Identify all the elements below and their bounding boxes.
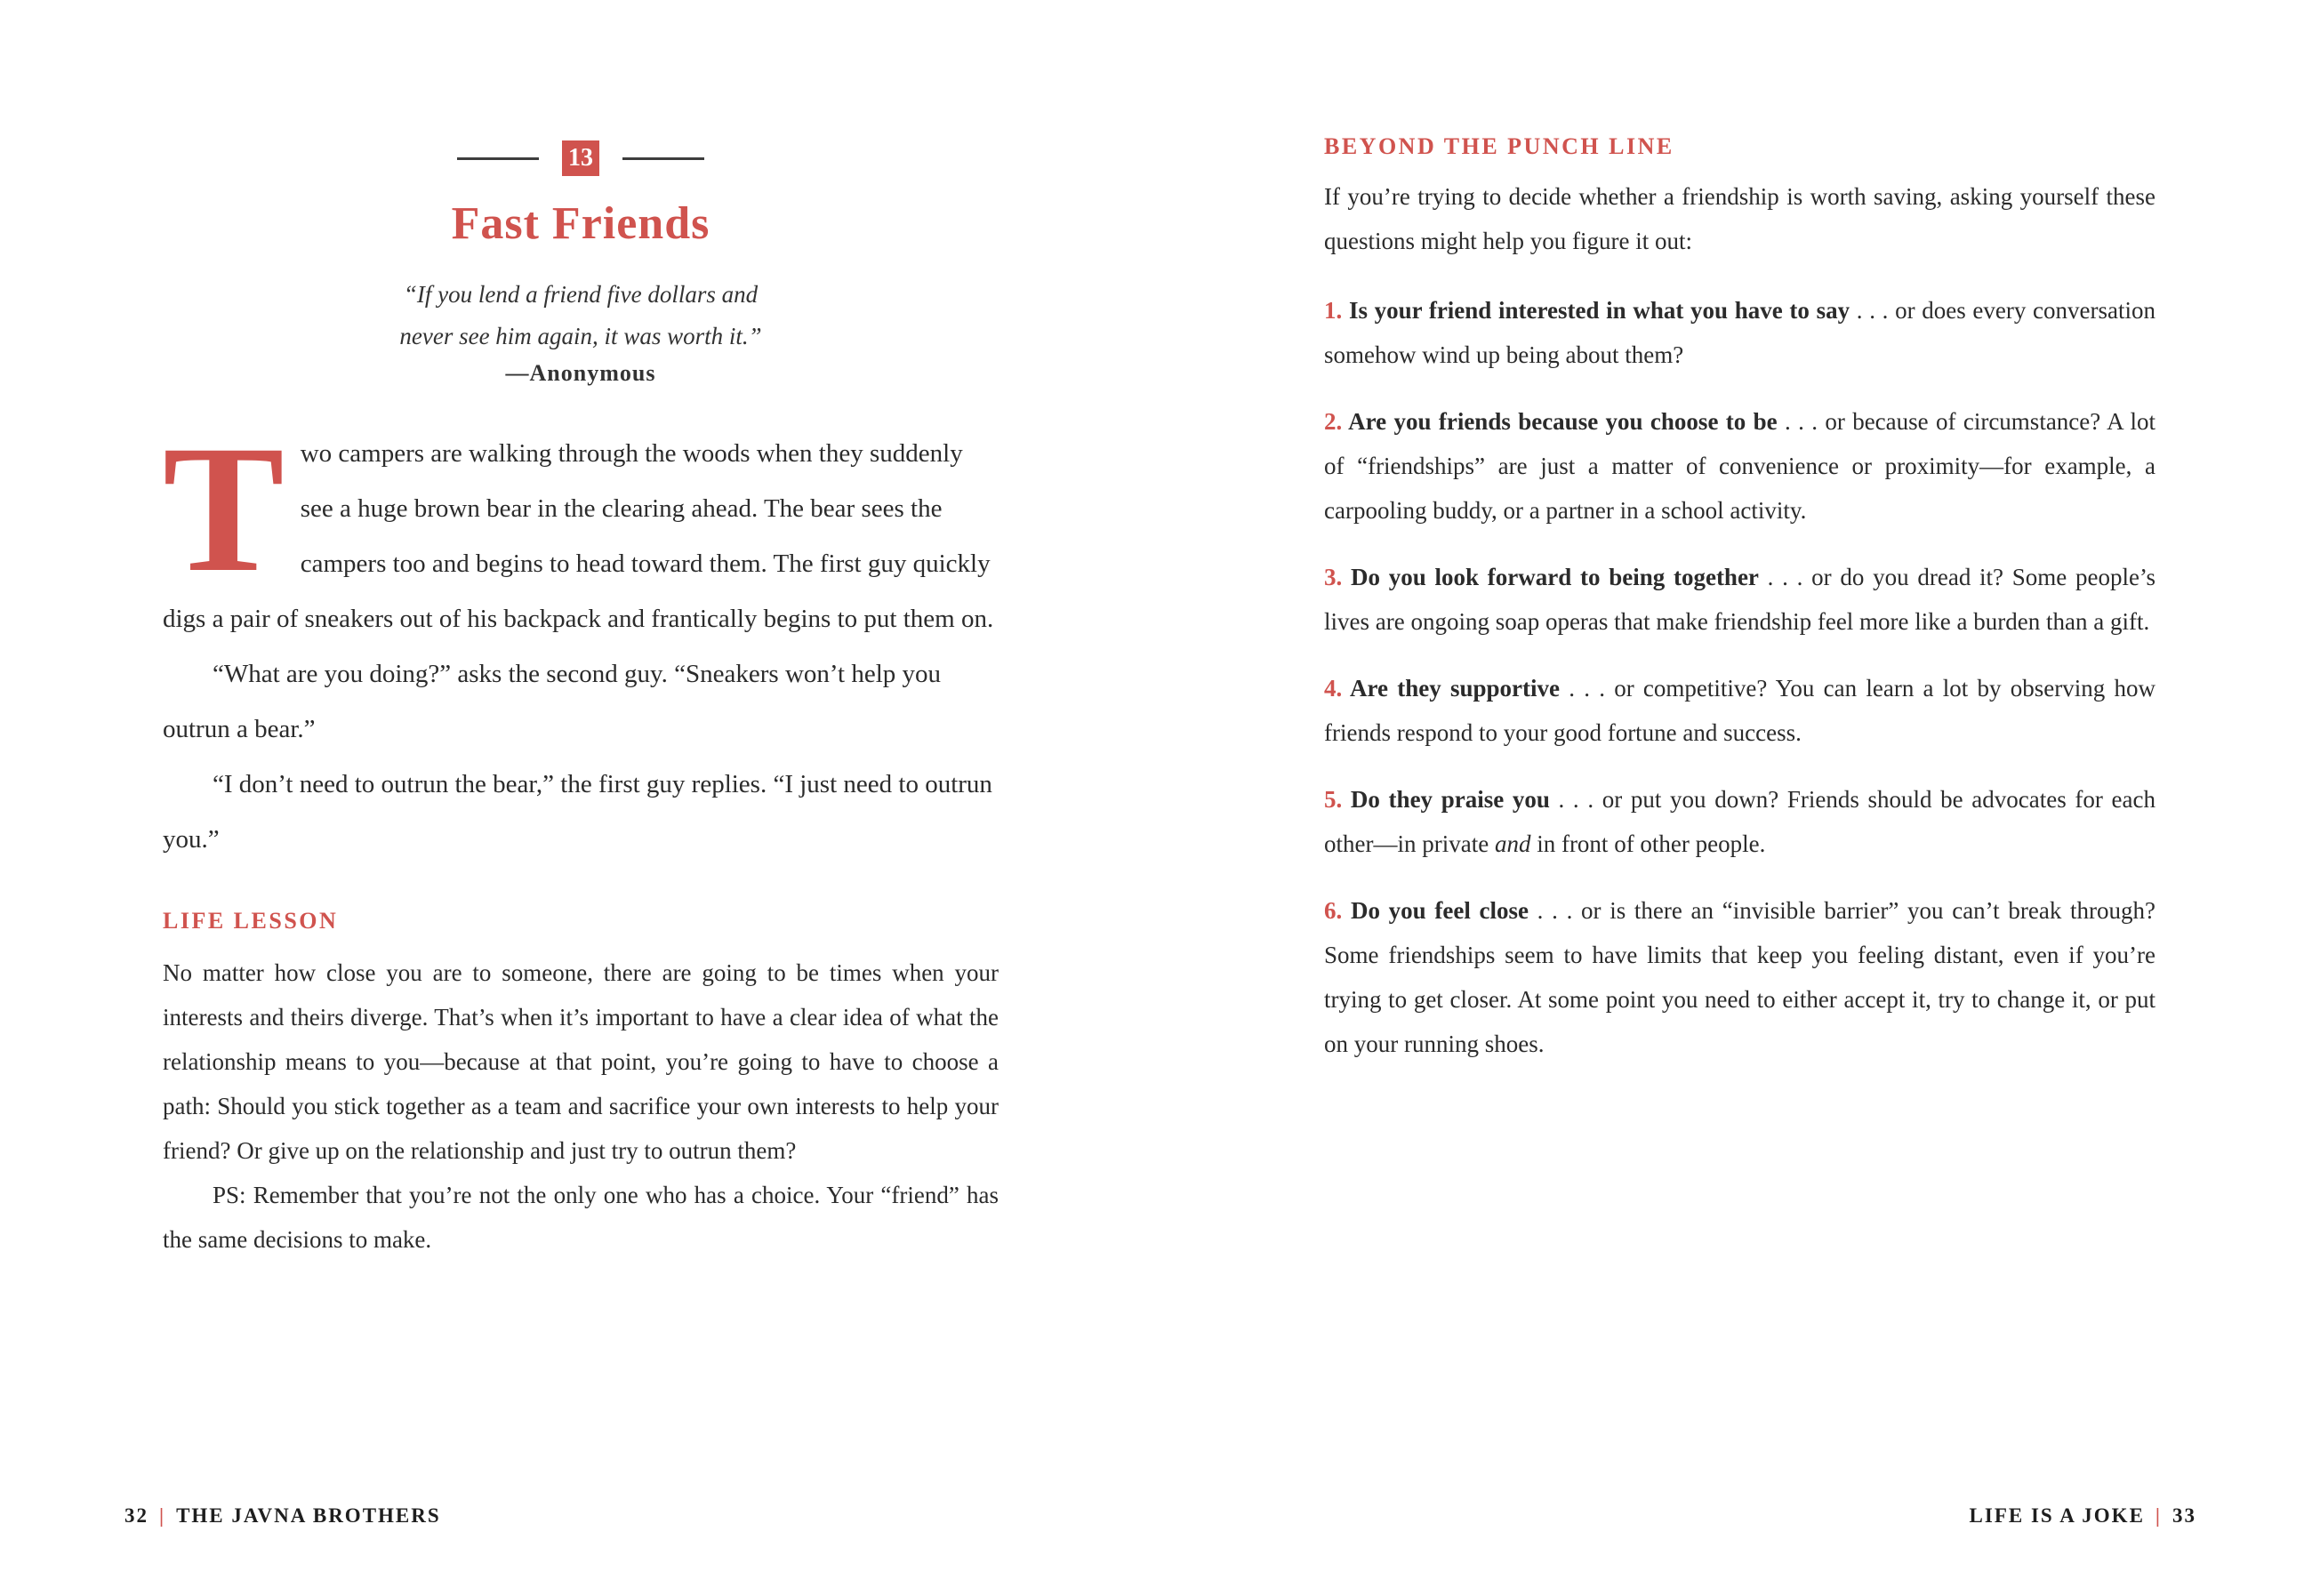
question-item [1324, 888, 2155, 1066]
question-text-segment: . . . or competitive? You can learn a lot by observing how friends respond to your good fortune and success. [1324, 675, 2155, 746]
question-number: 3. [1324, 564, 1351, 590]
question-number: 1. [1324, 297, 1349, 324]
dropcap-letter: T [163, 408, 285, 610]
epigraph-line-2: never see him again, it was worth it.” [399, 323, 762, 349]
question-text-segment: Is your friend interested in what you have to say [1348, 297, 1850, 324]
epigraph [163, 274, 999, 357]
life-lesson-body [163, 950, 999, 1262]
question-number: 5. [1324, 786, 1351, 813]
joke-paragraph: “What are you doing?” asks the second guy. “Sneakers won’t help you outrun a bear.” [163, 660, 942, 743]
question-item [1324, 555, 2155, 644]
question-text-segment: . . . or does every conversation somehow wind up being about them? [1324, 297, 2155, 368]
right-footer-page-number: 33 [2172, 1504, 2196, 1527]
beyond-punchline-heading: BEYOND THE PUNCH LINE [1324, 133, 1674, 159]
question-number: 6. [1324, 897, 1351, 924]
question-number: 4. [1324, 675, 1351, 702]
questions-list [1324, 288, 2155, 1066]
question-text-segment: . . . or do you dread it? Some people’s lives are ongoing soap operas that make friendship feel more like a burden than a gift. [1324, 564, 2156, 635]
epigraph-attribution: —Anonymous [505, 360, 656, 386]
question-text-segment: Do they praise you [1350, 786, 1550, 813]
life-lesson-heading: LIFE LESSON [163, 908, 339, 934]
question-item [1324, 399, 2155, 533]
left-footer-separator: | [159, 1504, 166, 1527]
joke-paragraph: “I don’t need to outrun the bear,” the first guy replies. “I just need to outrun you.” [163, 770, 992, 854]
question-item [1324, 288, 2155, 377]
punchline-intro: If you’re trying to decide whether a friendship is worth saving, asking yourself these questions might help you figure it out: [1324, 183, 2155, 254]
left-footer [124, 1504, 441, 1528]
question-text-segment: and [1494, 830, 1531, 857]
life-lesson-paragraph: No matter how close you are to someone, there are going to be times when your interests and theirs diverge. That’s when it’s important to have a clear idea of what the relationship means to you—because at that point, you’re going to have to choose a path: Should you stick together as a team and sacrifice your own interests to help your friend? Or give up on the relationship and just try to outrun them? [163, 959, 999, 1164]
question-text-segment: Are they supportive [1350, 675, 1560, 702]
chapter-title: Fast Friends [451, 198, 710, 249]
right-page [1324, 133, 2155, 1088]
question-text-segment: . . . or because of circumstance? A lot of “friendships” are just a matter of convenience or proximity—for example, a carpooling buddy, or a partner in a school activity. [1324, 408, 2155, 524]
question-text-segment: in front of other people. [1530, 830, 1766, 857]
ornament-rule-right [622, 157, 704, 160]
question-item [1324, 777, 2155, 866]
left-footer-page-number: 32 [124, 1504, 149, 1527]
question-text-segment: . . . or put you down? Friends should be advocates for each other—in private [1324, 786, 2155, 857]
right-footer-separator: | [2155, 1504, 2162, 1527]
question-text-segment: Do you feel close [1350, 897, 1529, 924]
joke-body [163, 408, 999, 867]
epigraph-line-1: “If you lend a friend five dollars and [403, 281, 759, 308]
question-text-segment: Are you friends because you choose to be [1348, 408, 1778, 435]
question-text-segment: . . . or is there an “invisible barrier” you can’t break through? Some friendships seem to have limits that keep you feeling distant, even if you’re trying to get closer. At some point you need to either accept it, try to change it, or put on your running shoes. [1324, 897, 2156, 1057]
chapter-ornament [163, 140, 999, 176]
right-footer [1970, 1504, 2196, 1528]
left-footer-label: THE JAVNA BROTHERS [176, 1504, 441, 1527]
right-footer-label: LIFE IS A JOKE [1969, 1504, 2145, 1527]
question-item [1324, 666, 2155, 755]
chapter-number-badge: 13 [562, 140, 599, 176]
life-lesson-paragraph: PS: Remember that you’re not the only one who has a choice. Your “friend” has the same decisions to make. [163, 1182, 999, 1253]
ornament-rule-left [457, 157, 539, 160]
question-number: 2. [1324, 408, 1349, 435]
joke-paragraph: Two campers are walking through the woods when they suddenly see a huge brown bear in the clearing ahead. The bear sees the campers too and begins to head toward them. The first guy quickly digs a pair of sneakers out of his backpack and frantically begins to put them on. [163, 408, 994, 633]
left-page [163, 133, 999, 1262]
question-text-segment: Do you look forward to being together [1351, 564, 1759, 590]
